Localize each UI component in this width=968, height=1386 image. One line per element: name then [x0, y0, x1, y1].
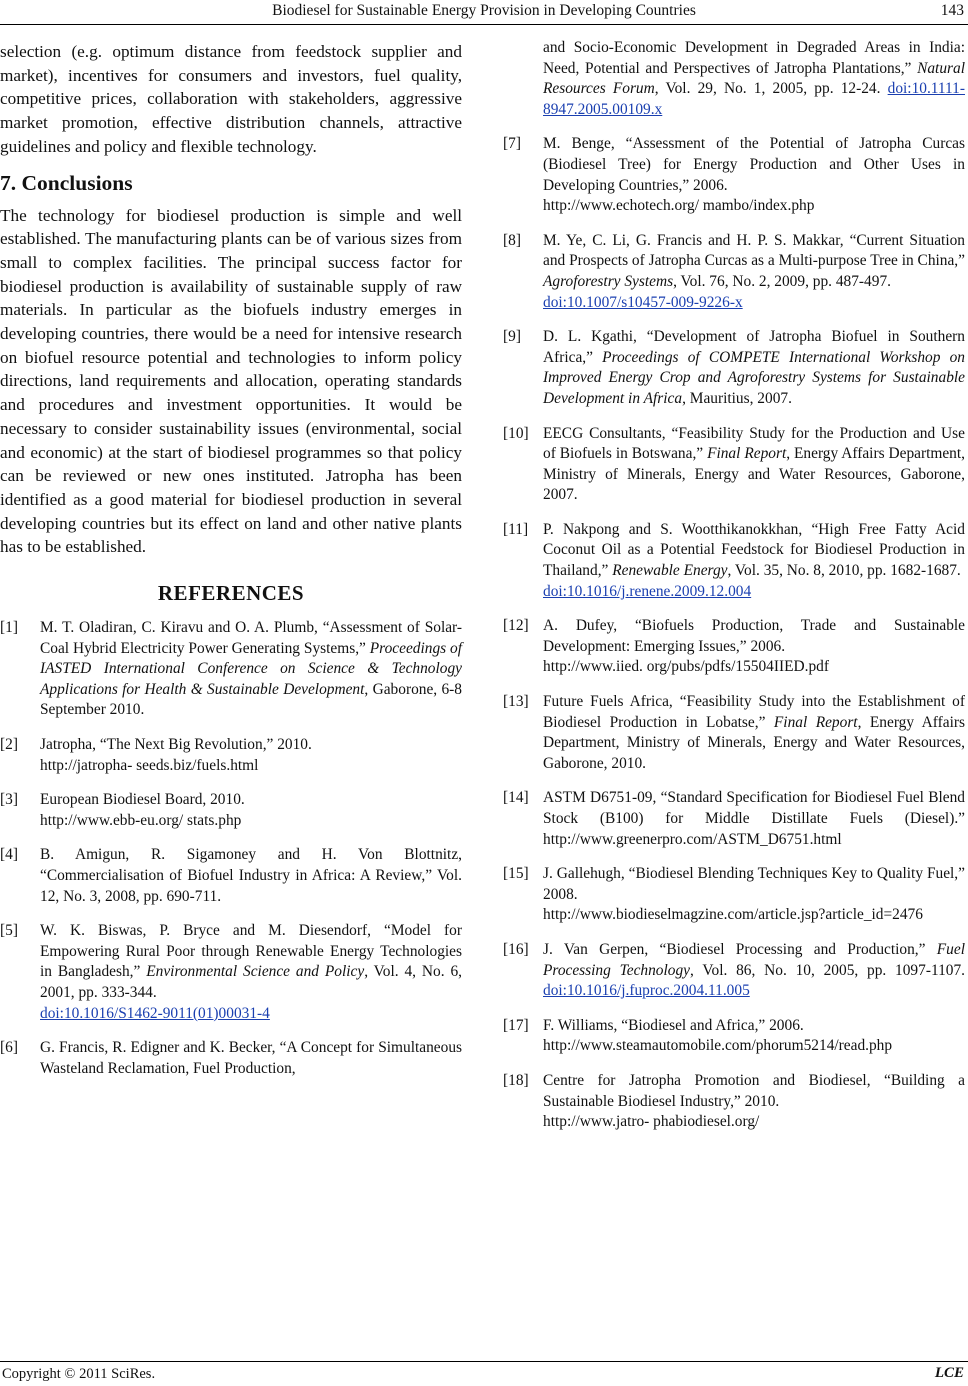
reference-text — [543, 520, 965, 602]
reference-citation: W. K. Biswas, P. Bryce and M. Diesendorf, “Model for Empowering Rural Poor through Renewable Energy Technologies in Bangladesh,” — [40, 922, 462, 981]
reference-number: [12] — [503, 617, 529, 635]
reference-source: Final Report — [707, 445, 787, 463]
reference-text — [543, 616, 965, 678]
reference-source: Proceedings of IASTED International Conference on Science & Technology Applications for Health & Sustainable Development — [40, 639, 462, 698]
reference-text — [543, 424, 965, 506]
reference-details: , Mauritius, 2007. — [682, 389, 792, 407]
reference-entry — [0, 735, 462, 776]
reference-entry — [503, 424, 965, 506]
reference-citation: EECG Consultants, “Feasibility Study for the Production and Use of Biofuels in Botswana,” — [543, 424, 965, 463]
reference-entry — [503, 1071, 965, 1133]
reference-entry — [503, 327, 965, 409]
intro-paragraph: selection (e.g. optimum distance from feedstock supplier and market), incentives for consumers and investors, fuel quality, competitive prices, collaboration with stakeholders, aggressive market promotion, effective distribution channels, attractive guidelines and policy and flexible technology. — [0, 42, 462, 156]
reference-source: Proceedings of COMPETE International Workshop on Improved Energy Crop and Agroforestry Systems for Sustainable Development in Africa — [543, 348, 965, 407]
reference-entry — [503, 231, 965, 313]
reference-url[interactable]: http://www.biodieselmagzine.com/article.jsp?article_id=2476 — [543, 906, 923, 924]
reference-entry — [503, 520, 965, 602]
copyright-notice: Copyright © 2011 SciRes. — [2, 1366, 156, 1382]
reference-text — [543, 1016, 965, 1057]
reference-details: , Vol. 4, No. 6, 2001, pp. 333-344. — [40, 963, 462, 1001]
reference-text — [40, 921, 462, 1024]
reference-text — [543, 38, 965, 120]
reference-details: , Vol. 29, No. 1, 2005, pp. 12-24. — [654, 80, 888, 98]
reference-entry — [503, 616, 965, 678]
reference-citation: Jatropha, “The Next Big Revolution,” 2010. — [40, 736, 312, 754]
references-list-right — [503, 38, 965, 1133]
reference-citation: P. Nakpong and S. Wootthikanokkhan, “High Free Fatty Acid Coconut Oil as a Potential Feedstock for Biodiesel Production in Thailand,” — [543, 520, 965, 580]
conclusion-paragraph: The technology for biodiesel production is simple and well established. The manufacturing plants can be of various sizes from small to complex facilities. The principal success factor for biodiesel production is availability of sustainable supply of raw materials. In particular as the biofuels industry emerges in developing countries, there would be a need for intensive research on biofuel resource potential and technologies to inform policy directions, land requirements and allocation, operating standards and procedures and investment opportunities. It would be necessary to consider sustainability issues (environmental, social and economic) at the start of biodiesel programmes so that policy can be reviewed or new ones instituted. Jatropha has been identified as a good material for biodiesel production in several developing countries but its effect on land and other native plants has to be established. — [0, 205, 462, 557]
reference-citation: Future Fuels Africa, “Feasibility Study into the Establishment of Biodiesel Production in Lobatse,” — [543, 693, 965, 731]
reference-number: [4] — [0, 846, 18, 864]
reference-details: , Vol. 86, No. 10, 2005, pp. 1097-1107. — [690, 961, 966, 979]
reference-doi-link[interactable]: doi:10.1016/j.renene.2009.12.004 — [543, 582, 752, 600]
reference-text — [40, 735, 462, 776]
reference-doi-link[interactable]: doi:10.1016/S1462-9011(01)00031-4 — [40, 1004, 270, 1022]
reference-text — [543, 692, 965, 774]
reference-citation: and Socio-Economic Development in Degraded Areas in India: Need, Potential and Perspectives of Jatropha Plantations,” — [543, 39, 965, 77]
reference-citation: M. Ye, C. Li, G. Francis and H. P. S. Makkar, “Current Situation and Prospects of Jatropha Curcas as a Multi-purpose Tree in China,” — [543, 231, 965, 270]
reference-number: [2] — [0, 736, 18, 754]
reference-entry — [503, 788, 965, 850]
reference-text — [40, 1038, 462, 1079]
reference-details: , Vol. 76, No. 2, 2009, pp. 487-497. — [673, 272, 891, 290]
reference-citation: ASTM D6751-09, “Standard Specification for Biodiesel Fuel Blend Stock (B100) for Middle Distillate Fuels (Diesel).” http://www.greenerpro.com/ASTM_D6751.html — [543, 789, 965, 848]
reference-doi-link[interactable]: doi:10.1016/j.fuproc.2004.11.005 — [543, 982, 750, 1000]
reference-source: Fuel Processing Technology — [543, 940, 965, 979]
reference-number: [8] — [503, 231, 521, 249]
reference-entry — [503, 1016, 965, 1057]
reference-citation: Centre for Jatropha Promotion and Biodiesel, “Building a Sustainable Biodiesel Industry,” 2010. — [543, 1071, 965, 1110]
reference-doi-link[interactable]: doi:10.1111-8947.2005.00109.x — [543, 80, 965, 118]
reference-entry — [0, 921, 462, 1024]
reference-text — [40, 845, 462, 907]
reference-number: [15] — [503, 865, 529, 883]
reference-source: Agroforestry Systems — [543, 272, 674, 290]
reference-details: , Energy Affairs Department, Ministry of Minerals, Energy and Water Resources, Gaborone, 2010. — [543, 713, 965, 772]
reference-number: [14] — [503, 789, 529, 807]
references-list-left — [0, 618, 462, 1079]
reference-text — [543, 940, 965, 1002]
reference-entry — [503, 38, 965, 120]
reference-entry — [503, 134, 965, 216]
reference-citation: European Biodiesel Board, 2010. — [40, 791, 245, 809]
reference-text — [40, 790, 462, 831]
reference-citation: F. Williams, “Biodiesel and Africa,” 2006. — [543, 1016, 804, 1034]
reference-citation: A. Dufey, “Biofuels Production, Trade and Sustainable Development: Emerging Issues,” 2006. — [543, 617, 965, 655]
reference-number: [13] — [503, 693, 529, 711]
reference-entry — [0, 618, 462, 721]
running-title: Biodiesel for Sustainable Energy Provision in Developing Countries — [272, 2, 696, 19]
reference-entry — [503, 940, 965, 1002]
reference-url[interactable]: http://jatropha- seeds.biz/fuels.html — [40, 756, 259, 774]
reference-number: [18] — [503, 1071, 529, 1089]
reference-text — [543, 1071, 965, 1133]
reference-entry — [0, 845, 462, 907]
reference-details: , Vol. 35, No. 8, 2010, pp. 1682-1687. — [727, 562, 961, 580]
reference-source: Final Report — [773, 713, 858, 731]
reference-url[interactable]: http://www.ebb-eu.org/ stats.php — [40, 811, 242, 829]
section-heading: 7. Conclusions — [0, 170, 133, 195]
reference-number: [17] — [503, 1016, 529, 1034]
reference-number: [1] — [0, 619, 18, 637]
reference-number: [3] — [0, 791, 18, 809]
journal-abbreviation: LCE — [934, 1365, 964, 1381]
reference-number — [503, 38, 543, 120]
reference-text — [40, 618, 462, 721]
reference-text — [543, 231, 965, 313]
reference-url[interactable]: http://www.steamautomobile.com/phorum5214/read.php — [543, 1037, 893, 1055]
left-column — [0, 40, 462, 1079]
reference-citation: J. Van Gerpen, “Biodiesel Processing and Production,” — [543, 940, 937, 958]
reference-number: [10] — [503, 424, 529, 442]
reference-number: [6] — [0, 1039, 18, 1057]
reference-entry — [0, 790, 462, 831]
reference-citation: M. Benge, “Assessment of the Potential of Jatropha Curcas (Biodiesel Tree) for Energy Production and Other Uses in Developing Countries,” 2006. — [543, 135, 965, 194]
right-column — [503, 38, 965, 1147]
reference-entry — [503, 864, 965, 926]
reference-details: , Gaborone, 6-8 September 2010. — [40, 680, 463, 719]
reference-number: [7] — [503, 135, 521, 153]
reference-citation: M. T. Oladiran, C. Kiravu and O. A. Plumb, “Assessment of Solar-Coal Hybrid Electricity Power Generating Systems,” — [40, 619, 462, 657]
reference-number: [11] — [503, 520, 529, 538]
reference-number: [5] — [0, 922, 18, 940]
reference-citation: D. L. Kgathi, “Development of Jatropha Biofuel in Southern Africa,” — [543, 328, 965, 366]
reference-source: Natural Resources Forum — [543, 59, 965, 98]
reference-citation: J. Gallehugh, “Biodiesel Blending Techniques Key to Quality Fuel,” 2008. — [543, 865, 965, 903]
reference-url[interactable]: http://www.iied. org/pubs/pdfs/15504IIED.pdf — [543, 658, 829, 676]
reference-text — [543, 134, 965, 216]
references-heading: REFERENCES — [157, 581, 305, 606]
reference-url[interactable]: http://www.jatro- phabiodiesel.org/ — [543, 1113, 760, 1131]
reference-source: Renewable Energy — [612, 562, 728, 580]
reference-text — [543, 788, 965, 850]
reference-citation: B. Amigun, R. Sigamoney and H. Von Blottnitz, “Commercialisation of Biofuel Industry in Africa: A Review,” Vol. 12, No. 3, 2008, pp. 690-711. — [40, 846, 462, 905]
reference-entry — [0, 1038, 462, 1079]
reference-details: , Energy Affairs Department, Ministry of Minerals, Energy and Water Resources, Gaborone, 2007. — [543, 445, 965, 504]
reference-text — [543, 327, 965, 409]
reference-number: [9] — [503, 328, 521, 346]
reference-doi-link[interactable]: doi:10.1007/s10457-009-9226-x — [543, 293, 743, 311]
page-footer — [0, 1361, 968, 1386]
page-number: 143 — [940, 2, 964, 19]
reference-url[interactable]: http://www.echotech.org/ mambo/index.php — [543, 197, 815, 215]
reference-entry — [503, 692, 965, 774]
reference-number: [16] — [503, 940, 529, 958]
reference-text — [543, 864, 965, 926]
reference-citation: G. Francis, R. Edigner and K. Becker, “A Concept for Simultaneous Wasteland Reclamation, Fuel Production, — [40, 1039, 462, 1077]
reference-source: Environmental Science and Policy — [146, 963, 365, 981]
page-header — [0, 0, 968, 25]
